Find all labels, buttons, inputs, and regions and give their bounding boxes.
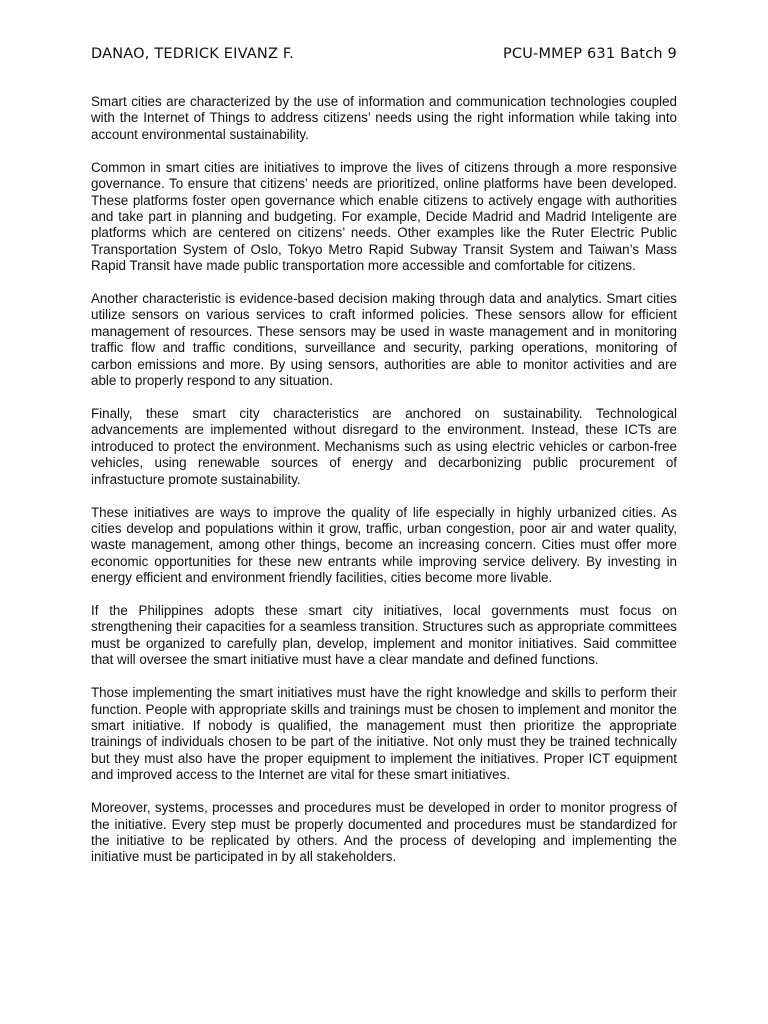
document-body <box>91 94 677 866</box>
page-header <box>91 46 677 68</box>
paragraph: If the Philippines adopts these smart city initiatives, local governments must focus on strengthening their capacities for a seamless transition. Structures such as appropriate committees must be organized to carefully plan, develop, implement and monitor initiatives. Said committee that will oversee the smart initiative must have a clear mandate and defined functions. <box>91 603 677 668</box>
author-name: DANAO, TEDRICK EIVANZ F. <box>91 46 294 62</box>
paragraph: Smart cities are characterized by the use of information and communication technologies coupled with the Internet of Things to address citizens’ needs using the right information while taking into account environmental sustainability. <box>91 94 677 142</box>
paragraph: Those implementing the smart initiatives must have the right knowledge and skills to perform their function. People with appropriate skills and trainings must be chosen to implement and monitor the smart initiative. If nobody is qualified, the management must then prioritize the appropriate trainings of individuals chosen to be part of the initiative. Not only must they be trained technically but they must also have the proper equipment to implement the initiatives. Proper ICT equipment and improved access to the Internet are vital for these smart initiatives. <box>91 685 677 783</box>
paragraph: Moreover, systems, processes and procedures must be developed in order to monitor progress of the initiative. Every step must be properly documented and procedures must be standardized for the initiative to be replicated by others. And the process of developing and implementing the initiative must be participated in by all stakeholders. <box>91 800 677 865</box>
paragraph: Common in smart cities are initiatives to improve the lives of citizens through a more responsive governance. To ensure that citizens’ needs are prioritized, online platforms have been developed. These platforms foster open governance which enable citizens to actively engage with authorities and take part in planning and budgeting. For example, Decide Madrid and Madrid Inteligente are platforms which are centered on citizens’ needs. Other examples like the Ruter Electric Public Transportation System of Oslo, Tokyo Metro Rapid Subway Transit System and Taiwan’s Mass Rapid Transit have made public transportation more accessible and comfortable for citizens. <box>91 159 677 274</box>
paragraph: These initiatives are ways to improve the quality of life especially in highly urbanized cities. As cities develop and populations within it grow, traffic, urban congestion, poor air and water quality, waste management, among other things, become an increasing concern. Cities must offer more economic opportunities for these new entrants while improving service delivery. By investing in energy efficient and environment friendly facilities, cities become more livable. <box>91 504 677 586</box>
paragraph: Finally, these smart city characteristics are anchored on sustainability. Technological advancements are implemented without disregard to the environment. Instead, these ICTs are introduced to protect the environment. Mechanisms such as using electric vehicles or carbon-free vehicles, using renewable sources of energy and decarbonizing public procurement of infrastucture promote sustainability. <box>91 406 677 487</box>
paragraph: Another characteristic is evidence-based decision making through data and analytics. Smart cities utilize sensors on various services to craft informed policies. These sensors allow for efficient management of resources. These sensors may be used in waste management and in monitoring traffic flow and traffic conditions, surveillance and security, parking operations, monitoring of carbon emissions and more. By using sensors, authorities are able to monitor activities and are able to properly respond to any situation. <box>91 291 677 389</box>
course-batch: PCU-MMEP 631 Batch 9 <box>502 46 677 62</box>
document-page <box>91 46 677 882</box>
